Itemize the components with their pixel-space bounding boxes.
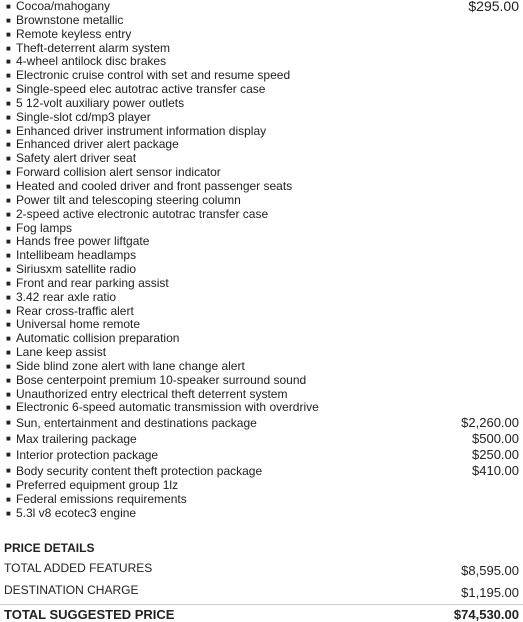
feature-name: Hands free power liftgate bbox=[16, 234, 150, 249]
feature-item bbox=[0, 42, 523, 56]
total-added-features-label: TOTAL ADDED FEATURES bbox=[4, 561, 153, 575]
bullet-icon: ■ bbox=[6, 306, 11, 316]
bullet-icon: ■ bbox=[6, 98, 11, 108]
bullet-icon: ■ bbox=[6, 43, 11, 53]
feature-name: 5 12-volt auxiliary power outlets bbox=[16, 95, 185, 110]
feature-item bbox=[0, 208, 523, 222]
feature-price: $295.00 bbox=[468, 0, 519, 14]
feature-item bbox=[0, 55, 523, 69]
feature-name: Sun, entertainment and destinations package bbox=[16, 416, 257, 431]
feature-item bbox=[0, 431, 523, 447]
feature-name: Front and rear parking assist bbox=[16, 275, 169, 290]
feature-name: Fog lamps bbox=[16, 220, 73, 235]
bullet-icon: ■ bbox=[6, 265, 11, 275]
feature-item bbox=[0, 479, 523, 493]
feature-item bbox=[0, 111, 523, 125]
bullet-icon: ■ bbox=[6, 15, 11, 25]
feature-name: Preferred equipment group 1lz bbox=[16, 478, 179, 493]
feature-name: 5.3l v8 ecotec3 engine bbox=[16, 506, 137, 520]
feature-item bbox=[0, 507, 523, 521]
feature-item bbox=[0, 291, 523, 305]
bullet-icon: ■ bbox=[6, 375, 11, 385]
feature-name: Single-slot cd/mp3 player bbox=[16, 109, 151, 124]
bullet-icon: ■ bbox=[6, 154, 11, 164]
feature-item bbox=[0, 69, 523, 83]
feature-item bbox=[0, 374, 523, 388]
feature-price: $410.00 bbox=[472, 463, 519, 479]
feature-item bbox=[0, 0, 523, 14]
bullet-icon: ■ bbox=[6, 334, 11, 344]
feature-name: Safety alert driver seat bbox=[16, 151, 137, 166]
bullet-icon: ■ bbox=[6, 29, 11, 39]
destination-charge-row bbox=[4, 583, 519, 600]
feature-price: $250.00 bbox=[472, 447, 519, 463]
feature-name: 4-wheel antilock disc brakes bbox=[16, 54, 167, 69]
feature-name: Enhanced driver instrument information display bbox=[16, 123, 267, 138]
feature-item bbox=[0, 194, 523, 208]
price-details-title: PRICE DETAILS bbox=[4, 541, 95, 555]
feature-item bbox=[0, 97, 523, 111]
feature-price: $500.00 bbox=[472, 431, 519, 447]
bullet-icon: ■ bbox=[6, 112, 11, 122]
feature-item bbox=[0, 166, 523, 180]
bullet-icon: ■ bbox=[6, 168, 11, 178]
bullet-icon: ■ bbox=[6, 292, 11, 302]
feature-name: 3.42 rear axle ratio bbox=[16, 289, 117, 304]
bullet-icon: ■ bbox=[6, 434, 11, 444]
feature-name: Cocoa/mahogany bbox=[16, 0, 111, 13]
feature-name: Electronic cruise control with set and resume speed bbox=[16, 68, 291, 83]
bullet-icon: ■ bbox=[6, 348, 11, 358]
feature-name: Interior protection package bbox=[16, 448, 159, 463]
bullet-icon: ■ bbox=[6, 209, 11, 219]
feature-name: Single-speed elec autotrac active transfer case bbox=[16, 82, 266, 97]
feature-name: Brownstone metallic bbox=[16, 12, 124, 27]
bullet-icon: ■ bbox=[6, 509, 11, 518]
bullet-icon: ■ bbox=[6, 450, 11, 460]
feature-name: Bose centerpoint premium 10-speaker surround sound bbox=[16, 372, 307, 387]
bullet-icon: ■ bbox=[6, 278, 11, 288]
feature-item bbox=[0, 138, 523, 152]
feature-item bbox=[0, 415, 523, 431]
feature-item bbox=[0, 493, 523, 507]
feature-name: Forward collision alert sensor indicator bbox=[16, 165, 221, 180]
feature-item bbox=[0, 249, 523, 263]
feature-name: Power tilt and telescoping steering column bbox=[16, 192, 241, 207]
total-added-features-row bbox=[4, 561, 519, 578]
feature-item bbox=[0, 305, 523, 319]
feature-item bbox=[0, 318, 523, 332]
feature-name: Body security content theft protection package bbox=[16, 464, 263, 479]
feature-name: Unauthorized entry electrical theft deterrent system bbox=[16, 386, 288, 401]
bullet-icon: ■ bbox=[6, 195, 11, 205]
feature-item bbox=[0, 14, 523, 28]
feature-item bbox=[0, 277, 523, 291]
bullet-icon: ■ bbox=[6, 320, 11, 330]
bullet-icon: ■ bbox=[6, 140, 11, 150]
feature-item bbox=[0, 346, 523, 360]
bullet-icon: ■ bbox=[6, 237, 11, 247]
feature-item bbox=[0, 125, 523, 139]
bullet-icon: ■ bbox=[6, 223, 11, 233]
feature-item bbox=[0, 152, 523, 166]
feature-name: Max trailering package bbox=[16, 432, 137, 447]
total-added-features-value: $8,595.00 bbox=[461, 563, 519, 578]
bullet-icon: ■ bbox=[6, 251, 11, 261]
bullet-icon: ■ bbox=[6, 403, 11, 413]
feature-item bbox=[0, 447, 523, 463]
feature-name: Heated and cooled driver and front passenger seats bbox=[16, 178, 293, 193]
total-suggested-price-label: TOTAL SUGGESTED PRICE bbox=[4, 607, 175, 622]
feature-item bbox=[0, 263, 523, 277]
feature-item bbox=[0, 222, 523, 236]
feature-name: Theft-deterrent alarm system bbox=[16, 40, 171, 55]
feature-name: 2-speed active electronic autotrac transfer case bbox=[16, 206, 269, 221]
bullet-icon: ■ bbox=[6, 495, 11, 505]
feature-price: $2,260.00 bbox=[461, 415, 519, 431]
bullet-icon: ■ bbox=[6, 389, 11, 399]
bullet-icon: ■ bbox=[6, 466, 11, 476]
feature-name: Enhanced driver alert package bbox=[16, 137, 179, 152]
bullet-icon: ■ bbox=[6, 418, 11, 428]
feature-item bbox=[0, 463, 523, 479]
bullet-icon: ■ bbox=[6, 71, 11, 81]
bullet-icon: ■ bbox=[6, 181, 11, 191]
bullet-icon: ■ bbox=[6, 2, 11, 11]
feature-item bbox=[0, 360, 523, 374]
feature-item bbox=[0, 235, 523, 249]
bullet-icon: ■ bbox=[6, 481, 11, 491]
feature-item bbox=[0, 401, 523, 415]
feature-item bbox=[0, 180, 523, 194]
feature-name: Federal emissions requirements bbox=[16, 492, 187, 507]
feature-name: Intellibeam headlamps bbox=[16, 248, 137, 263]
total-suggested-price-value: $74,530.00 bbox=[453, 607, 519, 622]
feature-name: Electronic 6-speed automatic transmission with overdrive bbox=[16, 400, 319, 415]
feature-item bbox=[0, 28, 523, 42]
bullet-icon: ■ bbox=[6, 57, 11, 67]
feature-name: Lane keep assist bbox=[16, 345, 107, 360]
total-suggested-price-row bbox=[4, 607, 519, 622]
feature-item bbox=[0, 332, 523, 346]
divider bbox=[0, 604, 523, 605]
bullet-icon: ■ bbox=[6, 126, 11, 136]
destination-charge-label: DESTINATION CHARGE bbox=[4, 583, 139, 597]
destination-charge-value: $1,195.00 bbox=[461, 585, 519, 600]
feature-item bbox=[0, 83, 523, 97]
feature-name: Universal home remote bbox=[16, 317, 141, 332]
feature-name: Side blind zone alert with lane change alert bbox=[16, 358, 245, 373]
feature-name: Automatic collision preparation bbox=[16, 331, 180, 346]
feature-name: Siriusxm satellite radio bbox=[16, 262, 137, 277]
feature-name: Rear cross-traffic alert bbox=[16, 303, 134, 318]
bullet-icon: ■ bbox=[6, 85, 11, 95]
feature-name: Remote keyless entry bbox=[16, 26, 132, 41]
feature-item bbox=[0, 388, 523, 402]
bullet-icon: ■ bbox=[6, 361, 11, 371]
